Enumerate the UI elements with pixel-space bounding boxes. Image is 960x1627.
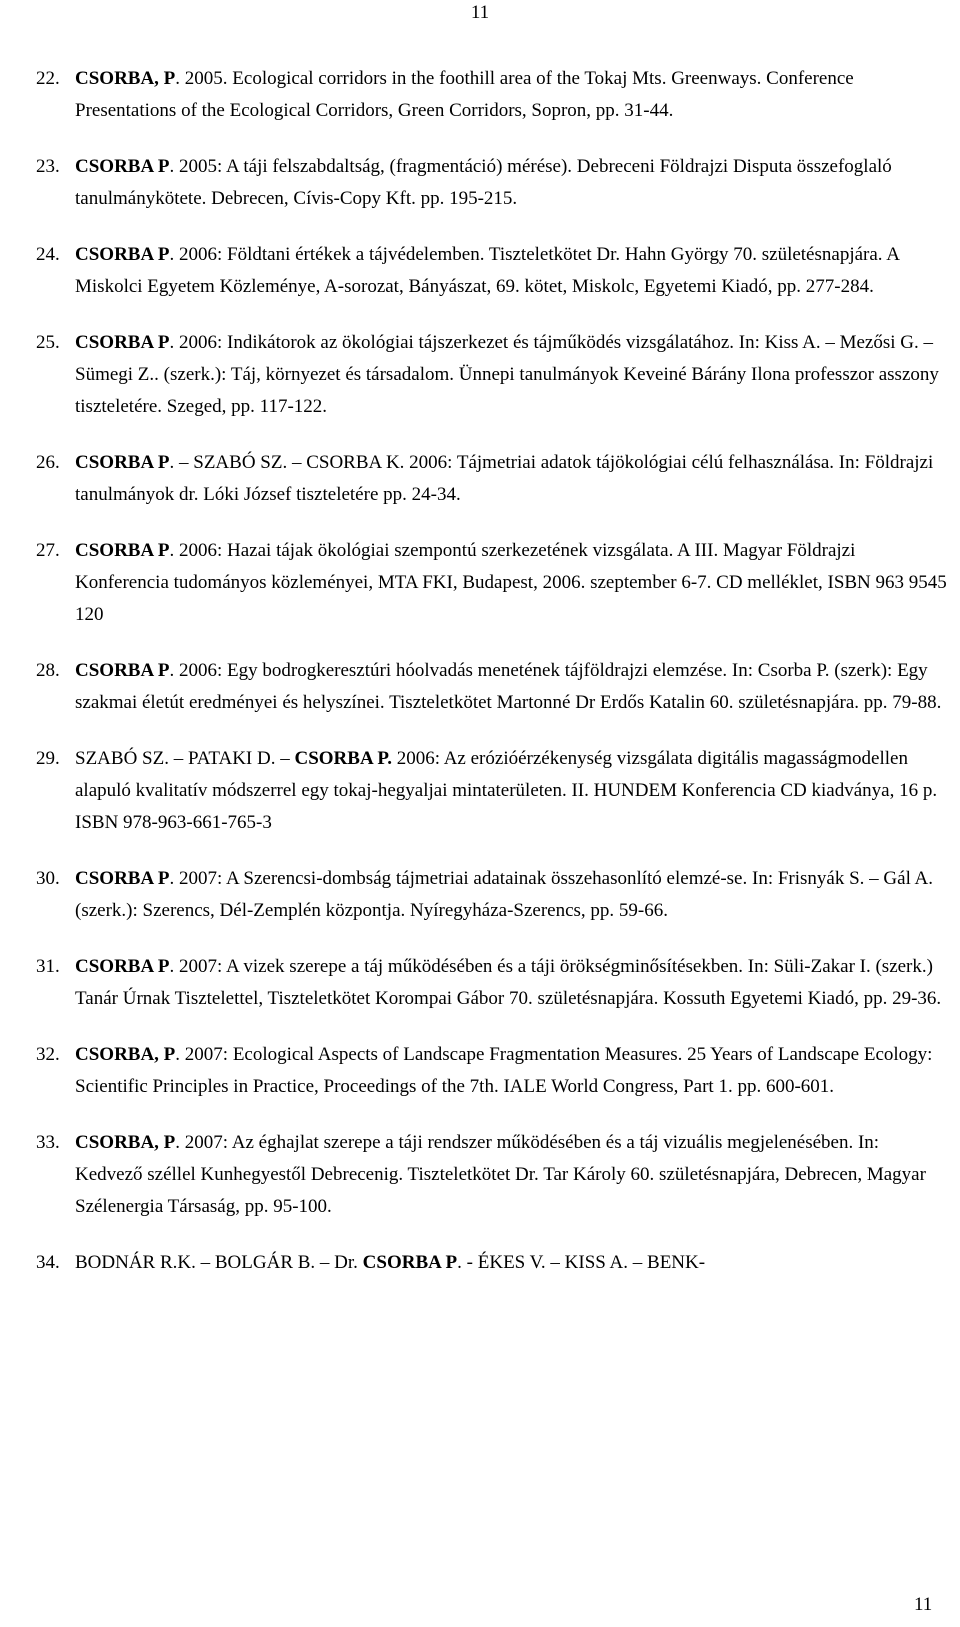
author-name-bold: CSORBA P xyxy=(75,868,170,889)
reference-number: 34. xyxy=(36,1252,60,1273)
author-name-bold: CSORBA P xyxy=(75,452,170,473)
reference-text xyxy=(75,327,950,423)
reference-text-segment: BODNÁR R.K. – BOLGÁR B. – Dr. xyxy=(75,1252,363,1273)
author-name-bold: CSORBA P xyxy=(75,244,170,265)
author-name-bold: CSORBA, P xyxy=(75,68,176,89)
author-name-bold: CSORBA P xyxy=(362,1252,458,1273)
reference-text xyxy=(75,655,950,719)
reference-text-segment: . 2005: A táji felszabdaltság, (fragmentáció) mérése). Debreceni Földrajzi Disputa összefoglaló tanulmánykötete. Debrecen, Cívis-Copy Kft. pp. 195-215. xyxy=(75,156,892,209)
reference-entry xyxy=(0,743,960,839)
reference-text-segment: . 2006: Indikátorok az ökológiai tájszerkezet és tájműködés vizsgálatához. In: Kiss A. – Mezősi G. – Sümegi Z.. (szerk.): Táj, környezet és társadalom. Ünnepi tanulmányok Keveiné Bárány Ilona professzor asszony tiszteletére. Szeged, pp. 117-122. xyxy=(75,332,939,417)
reference-text-segment: . 2007: A vizek szerepe a táj működésében és a táji örökségminősítésekben. In: Süli-Zakar I. (szerk.) Tanár Úrnak Tisztelettel, Tiszteletkötet Korompai Gábor 70. születésnapjára. Kossuth Egyetemi Kiadó, pp. 29-36. xyxy=(75,956,942,1009)
reference-number: 33. xyxy=(36,1132,60,1153)
reference-text xyxy=(75,863,950,927)
reference-entry xyxy=(0,151,960,215)
reference-number: 23. xyxy=(36,156,60,177)
reference-text-segment: . 2007: A Szerencsi-dombság tájmetriai adatainak összehasonlító elemzé-se. In: Frisnyák S. – Gál A. (szerk.): Szerencs, Dél-Zemplén központja. Nyíregyháza-Szerencs, pp. 59-66. xyxy=(75,868,934,921)
reference-text-segment: SZABÓ SZ. – PATAKI D. – xyxy=(75,748,295,769)
reference-entry xyxy=(0,535,960,631)
reference-text-segment: . 2007: Az éghajlat szerepe a táji rendszer működésében és a táj vizuális megjelenésében. In: Kedvező széllel Kunhegyestől Debrecenig. Tiszteletkötet Dr. Tar Károly 60. születésnapjára, Debrecen, Magyar Szélenergia Társaság, pp. 95-100. xyxy=(75,1132,926,1217)
reference-entry xyxy=(0,1247,960,1279)
reference-text-segment: . 2005. Ecological corridors in the foothill area of the Tokaj Mts. Greenways. Conference Presentations of the Ecological Corridors, Green Corridors, Sopron, pp. 31-44. xyxy=(75,68,854,121)
reference-number: 27. xyxy=(36,540,60,561)
reference-entry xyxy=(0,1127,960,1223)
author-name-bold: CSORBA P xyxy=(75,540,170,561)
reference-entry xyxy=(0,951,960,1015)
reference-text xyxy=(75,151,950,215)
author-name-bold: CSORBA P xyxy=(75,332,170,353)
reference-text-segment: . 2006: Egy bodrogkeresztúri hóolvadás menetének tájföldrajzi elemzése. In: Csorba P. (szerk): Egy szakmai életút eredményei és helyszínei. Tiszteletkötet Martonné Dr Erdős Katalin 60. születésnapjára. pp. 79-88. xyxy=(75,660,942,713)
reference-entry xyxy=(0,239,960,303)
reference-list xyxy=(0,63,960,1303)
reference-number: 29. xyxy=(36,748,60,769)
reference-text-segment: . 2006: Hazai tájak ökológiai szempontú szerkezetének vizsgálata. A III. Magyar Földrajzi Konferencia tudományos közleményei, MTA FKI, Budapest, 2006. szeptember 6-7. CD melléklet, ISBN 963 9545 120 xyxy=(75,540,947,625)
reference-entry xyxy=(0,655,960,719)
author-name-bold: CSORBA, P xyxy=(75,1044,176,1065)
reference-number: 26. xyxy=(36,452,60,473)
reference-number: 31. xyxy=(36,956,60,977)
page-number-bottom: 11 xyxy=(914,1594,933,1615)
reference-text xyxy=(75,1247,950,1279)
reference-entry xyxy=(0,327,960,423)
reference-text xyxy=(75,63,950,127)
reference-number: 28. xyxy=(36,660,60,681)
reference-number: 25. xyxy=(36,332,60,353)
reference-text-segment: . 2007: Ecological Aspects of Landscape Fragmentation Measures. 25 Years of Landscape Ecology: Scientific Principles in Practice, Proceedings of the 7th. IALE World Congress, Part 1. pp. 600-601. xyxy=(75,1044,933,1097)
reference-text xyxy=(75,743,950,839)
reference-entry xyxy=(0,447,960,511)
author-name-bold: CSORBA P xyxy=(75,660,170,681)
author-name-bold: CSORBA P xyxy=(75,956,170,977)
reference-entry xyxy=(0,1039,960,1103)
reference-text xyxy=(75,239,950,303)
page-number-top: 11 xyxy=(470,2,490,23)
reference-text-segment: . 2006: Földtani értékek a tájvédelemben. Tiszteletkötet Dr. Hahn György 70. születésnapjára. A Miskolci Egyetem Közleménye, A-sorozat, Bányászat, 69. kötet, Miskolc, Egyetemi Kiadó, pp. 277-284. xyxy=(75,244,899,297)
reference-entry xyxy=(0,63,960,127)
reference-number: 22. xyxy=(36,68,60,89)
reference-text xyxy=(75,535,950,631)
reference-entry xyxy=(0,863,960,927)
reference-text xyxy=(75,1039,950,1103)
reference-text xyxy=(75,951,950,1015)
author-name-bold: CSORBA, P xyxy=(75,1132,176,1153)
reference-number: 32. xyxy=(36,1044,60,1065)
reference-text xyxy=(75,447,950,511)
author-name-bold: CSORBA P xyxy=(75,156,170,177)
reference-number: 30. xyxy=(36,868,60,889)
reference-number: 24. xyxy=(36,244,60,265)
reference-text xyxy=(75,1127,950,1223)
reference-text-segment: . - ÉKES V. – KISS A. – BENK- xyxy=(457,1252,706,1273)
author-name-bold: CSORBA P. xyxy=(294,748,392,769)
reference-text-segment: 2006: Az erózióérzékenység vizsgálata digitális magasságmodellen alapuló kvalitatív módszerrel egy tokaj-hegyaljai mintaterületen. II. HUNDEM Konferencia CD kiadványa, 16 p. ISBN 978-963-661-765-3 xyxy=(75,748,938,833)
reference-text-segment: . – SZABÓ SZ. – CSORBA K. 2006: Tájmetriai adatok tájökológiai célú felhasználása. In: Földrajzi tanulmányok dr. Lóki József tiszteletére pp. 24-34. xyxy=(75,452,934,505)
